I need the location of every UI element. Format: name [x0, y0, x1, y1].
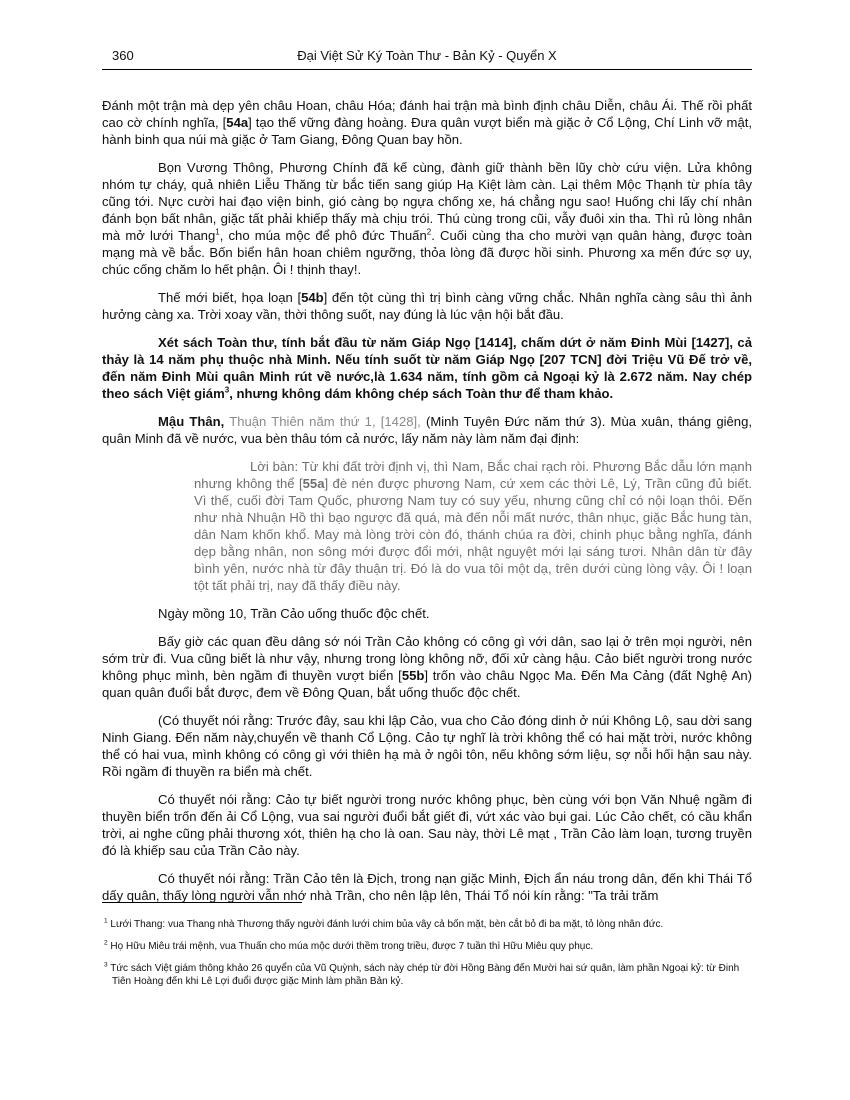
- footnote-number: 3: [104, 961, 108, 969]
- text-run: Lời bàn: Từ khi đất trời định vị, thì Nam, Bắc chai rạch ròi. Phương Bắc dẫu lớn mạnh nhưng không thể [: [194, 459, 752, 491]
- text-run: Xét sách Toàn thư, tính bắt đầu từ năm Giáp Ngọ [1414], chấm dứt ở năm Đinh Mùi [1427], cả thảy là 14 năm phụ thuộc nhà Minh. Nếu tính suốt từ năm Giáp Ngọ [207 TCN] đời Triệu Vũ Đế trở về, đến năm Đinh Mùi quân Minh rút về nước,là 1.634 năm, tính gồm cả Ngoại kỷ là 2.672 năm. Nay chép theo sách Việt giám: [102, 335, 752, 401]
- footnote: [102, 940, 752, 953]
- folio-ref: 54a: [226, 115, 249, 130]
- page-body: [102, 97, 752, 915]
- footnote: [102, 918, 752, 931]
- page-number: 360: [112, 48, 134, 63]
- text-run: . Cuối cùng tha cho mười vạn quân hàng, được toàn mạng mà về bắc. Bốn biển hân hoan chiêm ngưỡng, thỏa lòng đã được hồi sinh. Phương xa mến đức sợ uy, chúc cống chăm lo hết phận. Ôi ! thịnh thay!.: [102, 228, 752, 277]
- text-run: Đánh một trận mà dẹp yên châu Hoan, châu Hóa; đánh hai trận mà bình định châu Diễn, châu Ái. Thế rồi phất cao cờ chính nghĩa, [: [102, 98, 752, 130]
- footnote-text: Lưới Thang: vua Thang nhà Thương thấy người đánh lưới chim bủa vây cả bốn mặt, bèn cắt bỏ đi ba mặt, tỏ lòng nhân đức.: [110, 919, 664, 930]
- year-entry: [102, 413, 752, 447]
- folio-ref: 54b: [301, 290, 324, 305]
- text-run: , nhưng không dám không chép sách Toàn thư để tham khảo.: [229, 386, 614, 401]
- text-run: ] tạo thế vững đàng hoàng. Đưa quân vượt biển mà giặc ở Cổ Lộng, Chí Linh vỡ mật, hành binh qua núi mà giặc ở Tam Giang, Đông Quan bay hồn.: [102, 115, 752, 147]
- folio-ref: 55b: [401, 668, 425, 683]
- text-run: Thế mới biết, họa loạn [: [158, 290, 302, 305]
- paragraph: (Có thuyết nói rằng: Trước đây, sau khi lập Cảo, vua cho Cảo đóng dinh ở núi Không Lộ, sau dời sang Ninh Giang. Đến năm này,chuyển về thanh Cổ Lộng. Cảo tự nghĩ là trời không thể có hai mặt trời, nước không thể có hai vua, mình không có công gì với thiên hạ mà ở ngôi tôn, nếu không sớm liệu, sợ nỗi hối hận sau này. Rồi ngầm đi thuyền ra biển mà chết.: [102, 713, 752, 779]
- era-name: Thuận Thiên năm thứ 1, [1428],: [229, 414, 421, 429]
- paragraph: [102, 159, 752, 278]
- footnote-ref[interactable]: 3: [224, 385, 230, 395]
- page-header: [102, 48, 752, 70]
- paragraph: Ngày mồng 10, Trần Cảo uống thuốc độc chết.: [158, 606, 430, 621]
- text-run: ] đè nén được phương Nam, cứ xem các thời Lê, Lý, Trần cũng đủ biết. Vì thế, cuối đời Tam Quốc, phương Nam tuy có suy yếu, nhưng cũng chỉ có nội loạn thôi. Đến như nhà Nhuận Hồ thì bạo ngược đã quá, mà đến nỗi mất nước, thân nhục, giặc Bắc hung tàn, dân Nam khốn khổ. May mà lòng trời còn đó, thánh chúa ra đời, chinh phục bằng nghĩa, đánh dẹp bằng nhân, non sông mới được đổi mới, nhật nguyệt mới lại sáng tươi. Nhân dân từ đây bình yên, nước nhà từ đây thuận trị. Đó là do vua tôi một dạ, trên dưới cùng lòng vậy. Ôi ! loạn tột tất phải trị, nay đã thấy điều này.: [194, 476, 752, 593]
- commentary-quote: [194, 458, 752, 594]
- text-run: Bọn Vương Thông, Phương Chính đã kế cùng, đành giữ thành bền lũy chờ cứu viện. Lửa không nhóm tự cháy, quả nhiên Liễu Thăng từ bắc tiến sang giúp Hạ Kiệt làm càn. Lại thêm Mộc Thạnh từ phía tây cũng tới. Nực cười hai đạo viện binh, gió càng bọ ngựa chống xe, há chẳng ngu sao! Huống chi lấy chí nhân đánh bọn bất nhân, giặc tất phải khiếp thấy mà chịu trói. Thú cùng trong cũi, vẫy đuôi xin tha. Thì rủ lòng nhân mà mở lưới Thang: [102, 160, 752, 243]
- year-heading: Mậu Thân,: [158, 414, 225, 429]
- footnote-divider: [102, 902, 302, 903]
- summary-paragraph: [102, 334, 752, 402]
- text-run: , cho múa mộc để phô đức Thuấn: [219, 228, 427, 243]
- footnote-ref[interactable]: 2: [426, 227, 432, 237]
- footnote-number: 2: [104, 939, 108, 947]
- footnote: [102, 962, 752, 988]
- paragraph: Có thuyết nói rằng: Cảo tự biết người trong nước không phục, bèn cùng với bọn Văn Nhuệ ngầm đi thuyền biển trốn đến ải Cổ Lộng, vua sai người đuổi bắt giết đi, vứt xác vào bụi gai. Lúc Cảo chết, có cầu khẩn trời, ai nghe cũng phải thương xót, thiên hạ cho là oan. Sau này, thời Lê mạt , Trần Cảo làm loạn, tương truyền đó là khiếp sau của Trần Cảo này.: [102, 792, 752, 858]
- folio-ref: 55a: [302, 476, 325, 491]
- paragraph: Có thuyết nói rằng: Trần Cảo tên là Địch, trong nạn giặc Minh, Địch ẩn náu trong dân, đến khi Thái Tổ dấy quân, thấy lòng người vẫn nhớ nhà Trần, cho nên lập lên, Thái Tổ nói kín rằng: "Ta trải trăm: [102, 871, 752, 903]
- text-run: ] trốn vào châu Ngọc Ma. Đến Ma Cảng (đất Nghệ An) quan quân đuổi bắt được, đem về Đông Quan, bắt uống thuốc độc chết.: [102, 668, 752, 700]
- text-run: ] đến tột cùng thì trị bình càng vững chắc. Nhân nghĩa càng sâu thì ảnh hưởng càng xa. Trời xoay vần, thời thông suốt, nay đúng là lúc vận hội bắt đầu.: [102, 290, 752, 322]
- footnote-number: 1: [104, 917, 108, 925]
- footnote-ref[interactable]: 1: [215, 227, 220, 237]
- header-divider: [102, 69, 752, 70]
- footnote-text: Tức sách Việt giám thông khảo 26 quyển của Vũ Quỳnh, sách này chép từ đời Hồng Bàng đến Mười hai sứ quân, làm phần Ngoại kỷ: từ Đinh Tiên Hoàng đến khi Lê Lợi đuổi được giặc Minh làm phần Bản kỷ.: [110, 963, 740, 987]
- text-run: (Minh Tuyên Đức năm thứ 3). Mùa xuân, tháng giêng, quân Minh đã về nước, vua bèn thâu tóm cả nước, lấy năm này làm năm đại định:: [102, 414, 752, 446]
- paragraph: [102, 97, 752, 148]
- paragraph: [102, 633, 752, 701]
- footnotes: [102, 918, 752, 997]
- text-run: Bấy giờ các quan đều dâng sớ nói Trần Cảo không có công gì với dân, sao lại ở trên mọi người, nên sớm trừ đi. Vua cũng biết là như vậy, nhưng trong lòng không nỡ, đối xử càng hậu. Cảo biết người trong nước không phục mình, bèn ngầm đi thuyền vượt biển [: [102, 634, 752, 683]
- running-title: Đại Việt Sử Ký Toàn Thư - Bản Kỷ - Quyển X: [297, 48, 557, 63]
- paragraph: [102, 289, 752, 323]
- footnote-text: Họ Hữu Miêu trái mệnh, vua Thuấn cho múa mộc dưới thềm trong triều, được 7 tuần thì Hữu Miêu quy phục.: [110, 941, 594, 952]
